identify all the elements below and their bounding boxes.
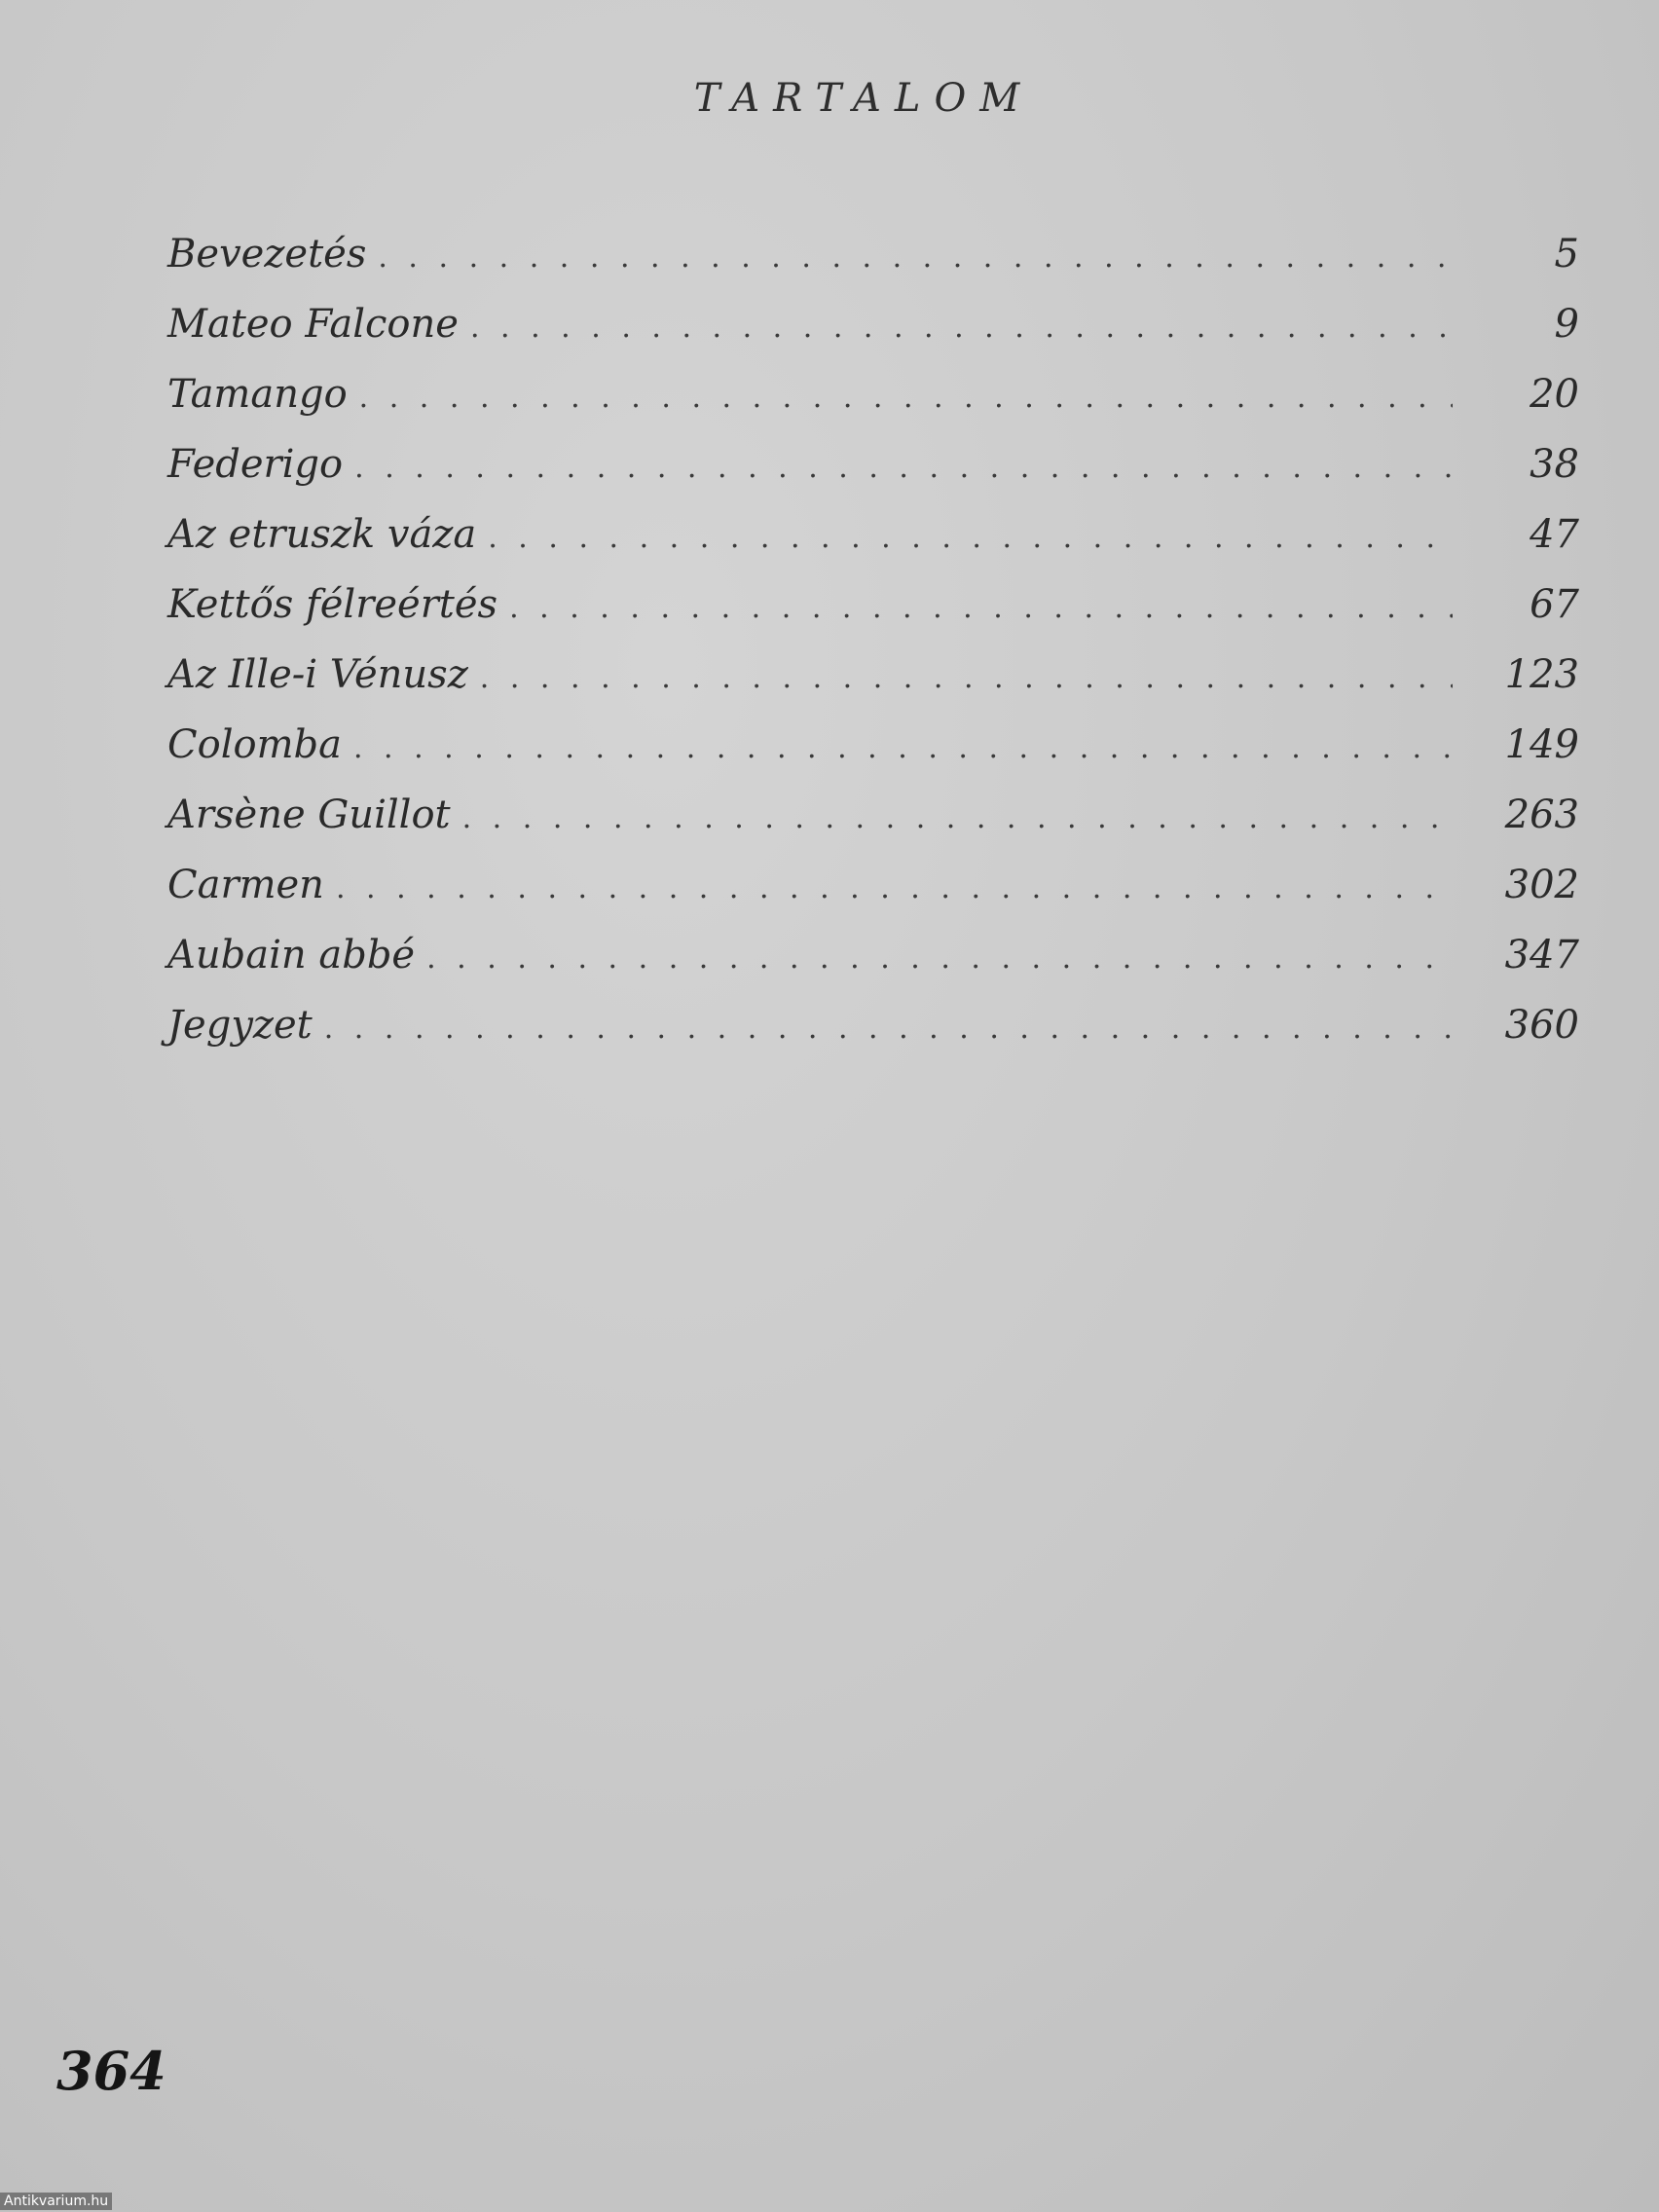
toc-entry bbox=[167, 1003, 1579, 1073]
toc-entry-title: Arsène Guillot bbox=[167, 793, 451, 837]
toc-entry bbox=[167, 232, 1579, 302]
toc-entry-title: Bevezetés bbox=[167, 232, 367, 276]
toc-entry-page: 47 bbox=[1530, 512, 1579, 557]
toc-entry-page: 347 bbox=[1504, 933, 1579, 977]
toc-entry bbox=[167, 442, 1579, 512]
dot-leader bbox=[462, 801, 1453, 835]
toc-entry bbox=[167, 863, 1579, 933]
dot-leader bbox=[488, 521, 1453, 555]
dot-leader bbox=[426, 941, 1453, 976]
toc-entry-title: Az Ille-i Vénusz bbox=[167, 652, 468, 697]
toc-entry-page: 9 bbox=[1554, 302, 1579, 347]
toc-entry-title: Az etruszk váza bbox=[167, 512, 477, 557]
toc-entry-page: 5 bbox=[1554, 232, 1579, 276]
dot-leader bbox=[336, 871, 1453, 905]
toc-entry bbox=[167, 793, 1579, 863]
toc-entry-page: 123 bbox=[1504, 652, 1579, 697]
dot-leader bbox=[359, 381, 1453, 415]
dot-leader bbox=[324, 1012, 1453, 1046]
table-of-contents bbox=[167, 232, 1579, 1073]
toc-entry bbox=[167, 582, 1579, 652]
toc-entry bbox=[167, 652, 1579, 722]
toc-entry bbox=[167, 372, 1579, 442]
page-title: TARTALOM bbox=[693, 76, 1034, 121]
dot-leader bbox=[509, 591, 1453, 625]
toc-entry-title: Mateo Falcone bbox=[167, 302, 459, 347]
toc-entry-page: 67 bbox=[1530, 582, 1579, 627]
toc-entry-title: Tamango bbox=[167, 372, 348, 417]
toc-entry bbox=[167, 933, 1579, 1003]
toc-entry-page: 20 bbox=[1530, 372, 1579, 417]
toc-entry bbox=[167, 722, 1579, 793]
toc-entry-title: Kettős félreértés bbox=[167, 582, 498, 627]
dot-leader bbox=[378, 240, 1453, 275]
toc-entry-page: 38 bbox=[1530, 442, 1579, 487]
toc-entry-title: Federigo bbox=[167, 442, 344, 487]
toc-entry-page: 149 bbox=[1504, 722, 1579, 767]
dot-leader bbox=[353, 731, 1453, 765]
toc-entry-page: 360 bbox=[1504, 1003, 1579, 1048]
toc-entry-title: Jegyzet bbox=[167, 1003, 313, 1048]
watermark-label: Antikvarium.hu bbox=[0, 2193, 112, 2210]
toc-entry-page: 302 bbox=[1504, 863, 1579, 907]
page-number: 364 bbox=[56, 2040, 166, 2102]
toc-entry-page: 263 bbox=[1504, 793, 1579, 837]
dot-leader bbox=[354, 451, 1453, 485]
dot-leader bbox=[480, 661, 1453, 695]
toc-entry-title: Colomba bbox=[167, 722, 342, 767]
toc-entry bbox=[167, 302, 1579, 372]
toc-entry-title: Carmen bbox=[167, 863, 324, 907]
toc-entry-title: Aubain abbé bbox=[167, 933, 416, 977]
dot-leader bbox=[470, 311, 1453, 345]
toc-entry bbox=[167, 512, 1579, 582]
